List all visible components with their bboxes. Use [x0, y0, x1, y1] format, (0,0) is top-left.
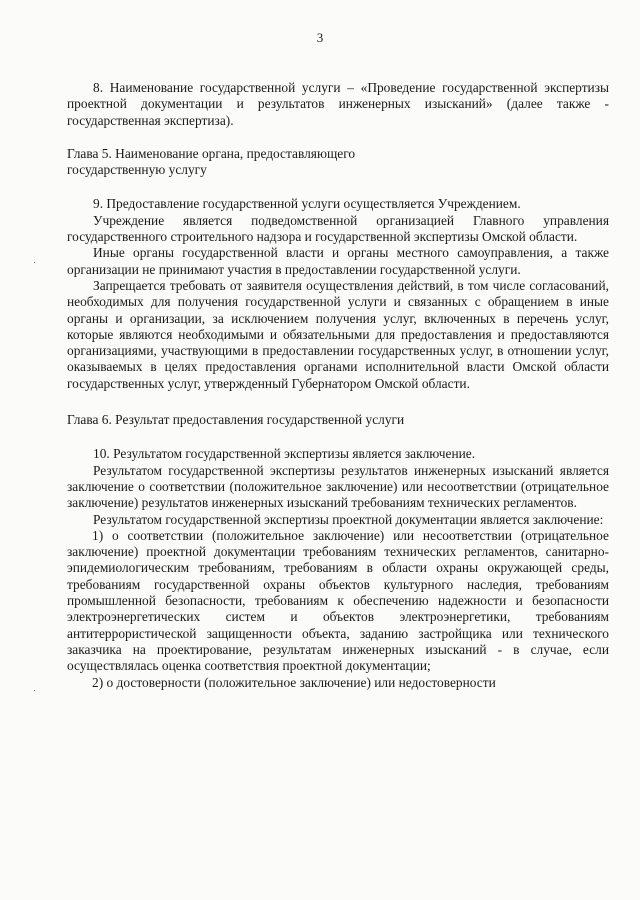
chapter-5-heading: [67, 146, 609, 179]
scan-speck: [34, 262, 35, 263]
section-10-list-item-1: 1) о соответствии (положительное заключение) или несоответствии (отрицательное заключение) проектной документации требованиям технических регламентов, санитарно-эпидемиологическим требованиям, требованиям в области охраны окружающей среды, требованиям государственной охраны объектов культурного наследия, требованиям промышленной безопасности, требованиям к обеспечению надежности и безопасности электроэнергетических систем и объектов электроэнергетики, требованиям антитеррористической защищенности объекта, заданию застройщика или технического заказчика на проектирование, результатам инженерных изысканий - в случае, если осуществлялась оценка соответствия проектной документации;: [67, 527, 609, 674]
section-10-list-item-2: 2) о достоверности (положительное заключение) или недостоверности: [92, 674, 496, 690]
section-9-paragraph-1: 9. Предоставление государственной услуги осуществляется Учреждением.: [93, 196, 521, 212]
section-9-paragraph-2: Учреждение является подведомственной организацией Главного управления государственного строительного надзора и государственной экспертизы Омской области.: [67, 212, 609, 245]
section-10-paragraph-1: 10. Результатом государственной экспертизы является заключение.: [93, 446, 476, 462]
chapter-5-title-line-2: государственную услугу: [67, 162, 207, 178]
section-8-paragraph: 8. Наименование государственной услуги – «Проведение государственной экспертизы проектной документации и результатов инженерных изысканий» (далее также - государственная экспертиза).: [67, 80, 609, 128]
chapter-6-title: Глава 6. Результат предоставления государственной услуги: [67, 412, 405, 428]
section-9-paragraph-4: Запрещается требовать от заявителя осуществления действий, в том числе согласований, необходимых для получения государственной услуги и связанных с обращением в иные органы и организации, за исключением получения услуг, включенных в перечень услуг, которые являются необходимыми и обязательными для предоставления и предоставляются организациями, участвующими в предоставлении государственных услуг, в отношении услуг, оказываемых в целях предоставления органами исполнительной власти Омской области государственных услуг, утвержденный Губернатором Омской области.: [67, 277, 609, 391]
section-9-paragraph-3: Иные органы государственной власти и органы местного самоуправления, а также организации не принимают участия в предоставлении государственной услуги.: [67, 245, 609, 277]
chapter-6-heading: [67, 412, 609, 428]
page-number: 3: [316, 30, 324, 45]
document-body: [67, 80, 609, 691]
section-10-paragraph-3: Результатом государственной экспертизы проектной документации является заключение:: [93, 511, 604, 527]
section-10-paragraph-2: Результатом государственной экспертизы результатов инженерных изысканий является заключение о соответствии (положительное заключение) или несоответствии (отрицательное заключение) результатов инженерных изысканий требованиям технических регламентов.: [67, 462, 609, 511]
chapter-5-title-line-1: Глава 5. Наименование органа, предоставляющего: [67, 145, 356, 161]
scan-speck: [34, 690, 35, 691]
